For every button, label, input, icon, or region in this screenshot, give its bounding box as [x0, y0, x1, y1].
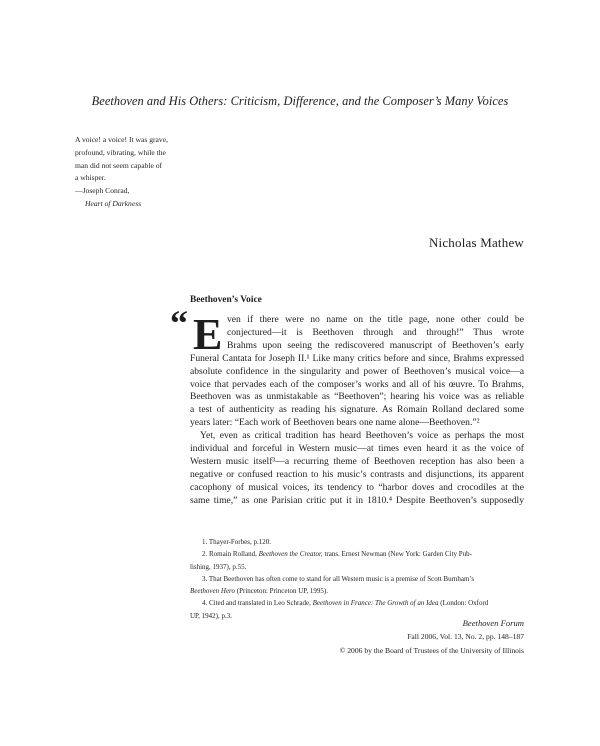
journal-name: Beethoven Forum: [462, 618, 524, 628]
epigraph-line: a whisper.: [75, 173, 106, 183]
footnote-title: Beethoven Hero: [190, 587, 236, 596]
footnotes: [190, 536, 524, 622]
footnote-4: [190, 597, 524, 609]
body-line: same time,” as one Parisian critic put it in 1810.⁴ Despite Beethoven’s supposedly: [190, 494, 524, 506]
epigraph-line: profound, vibrating, while the: [75, 147, 166, 157]
footnote-2: [190, 548, 524, 560]
body-line: Beethoven was as unmistakable as “Beethoven”; hearing his voice was as reliable: [190, 391, 524, 403]
footnote-1: 1. Thayer-Forbes, p.120.: [202, 538, 271, 546]
body-line: years later: “Each work of Beethoven bears one name alone—Beethoven.”²: [190, 417, 480, 429]
footnote-text: (London: Oxford: [438, 599, 489, 608]
issue-info: Fall 2006, Vol. 13, No. 2, pp. 148–187: [407, 632, 524, 642]
body-line: Western music itself³—a recurring theme of Beethoven reception has also been a: [190, 455, 524, 467]
body-line: ven if there were no name on the title page, none other could be: [227, 314, 524, 325]
body-line: Yet, even as critical tradition has heard Beethoven’s voice as perhaps the most: [200, 430, 524, 442]
drop-quote-mark: “: [170, 303, 188, 343]
body-line: individual and forceful in Western music—at times even heard it as the voice of: [190, 443, 524, 455]
body-line: negative or confused reaction to his music’s contrasts and disjunctions, its apparent: [190, 468, 524, 480]
body-line: absolute confidence in the singularity and power of Beethoven’s musical voice—a: [190, 365, 524, 377]
footnote-3: 3. That Beethoven has often come to stand for all Western music is a premise of Scott Burnham’s: [202, 574, 475, 583]
footnote-3-continued: [190, 585, 524, 597]
body-line: conjectured—it is Beethoven through and through!” Thus wrote: [227, 326, 524, 338]
body-line: a test of authenticity as reading his signature. As Romain Rolland declared some: [190, 404, 524, 416]
publication-footer: [340, 617, 524, 657]
drop-cap: E: [193, 310, 223, 359]
body-line: voice that pervades each of the composer’s works and all of his œuvre. To Brahms,: [190, 378, 524, 390]
author-name: Nicholas Mathew: [428, 235, 524, 250]
body-line: Brahms upon seeing the rediscovered manuscript of Beethoven’s early: [227, 339, 524, 351]
footnote-2-continued: lishing, 1937), p.55.: [190, 562, 247, 571]
epigraph-source: Heart of Darkness: [85, 198, 142, 208]
footnote-title: Beethoven in France: The Growth of an Idea: [312, 599, 439, 608]
footnote-text: (Princeton: Princeton UP, 1995).: [235, 587, 328, 596]
footnote-4-continued: UP, 1942), p.3.: [190, 611, 233, 620]
copyright-notice: © 2006 by the Board of Trustees of the University of Illinois: [339, 645, 524, 655]
article-body: [170, 303, 524, 508]
body-line: cacophony of musical voices, its tendency to “harbor doves and crocodiles at the: [190, 481, 524, 493]
footnote-text: 4. Cited and translated in Leo Schrade,: [202, 599, 313, 608]
epigraph-line: A voice! a voice! It was grave,: [75, 135, 168, 144]
footnote-text: trans. Ernest Newman (New York: Garden City Pub-: [322, 550, 472, 559]
footnote-title: Beethoven the Creator,: [258, 550, 323, 559]
body-line: Funeral Cantata for Joseph II.¹ Like many critics before and since, Brahms expressed: [190, 352, 524, 364]
section-heading: Beethoven’s Voice: [190, 295, 262, 305]
epigraph: [75, 134, 185, 211]
article-title: Beethoven and His Others: Criticism, Difference, and the Composer’s Many Voices: [91, 94, 509, 108]
epigraph-line: man did not seem capable of: [75, 160, 163, 170]
footnote-text: 2. Romain Rolland,: [202, 550, 259, 559]
epigraph-attribution: —Joseph Conrad,: [75, 186, 130, 196]
